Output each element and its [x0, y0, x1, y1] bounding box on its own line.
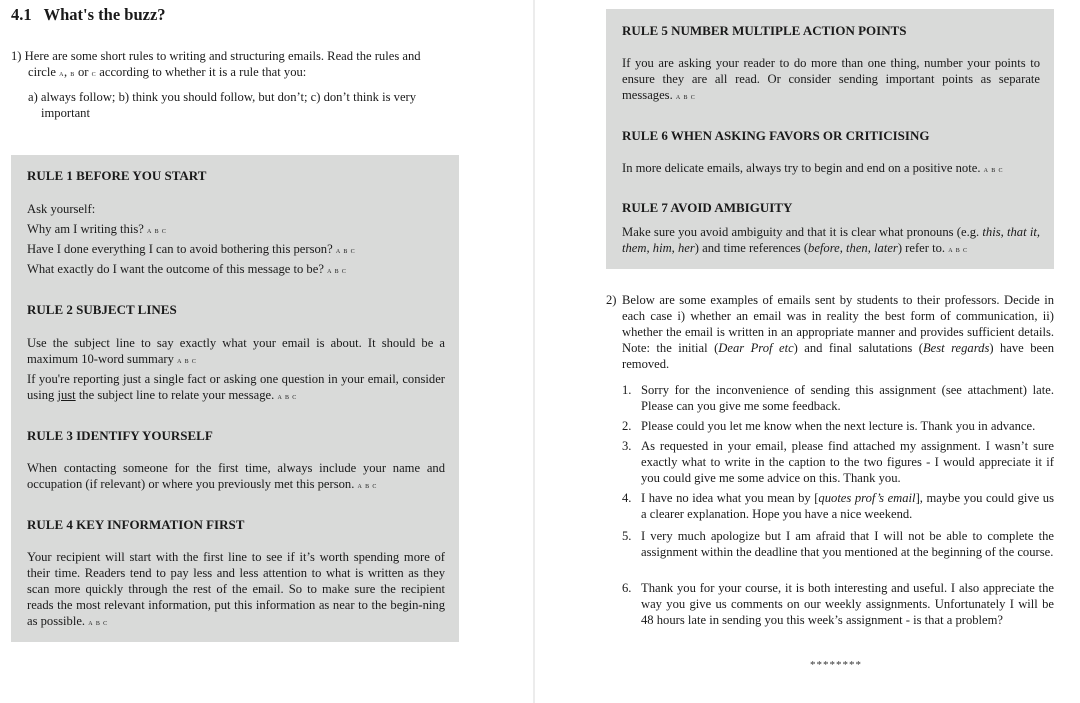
abc-options[interactable]: a b c — [277, 391, 297, 401]
email-example-2 — [622, 418, 1054, 434]
section-heading — [11, 5, 166, 25]
rule3-title: RULE 3 IDENTIFY YOURSELF — [27, 428, 213, 443]
exercise2-text — [622, 292, 1054, 372]
item-number: 4. — [622, 491, 632, 505]
rule4-p1 — [27, 549, 445, 630]
email-example-5 — [622, 528, 1054, 560]
rule4-title: RULE 4 KEY INFORMATION FIRST — [27, 517, 245, 532]
abc-options[interactable]: a b c — [177, 355, 197, 365]
exercise2-italic-2: Best regards — [922, 341, 990, 355]
item-text: Thank you for your course, it is both interesting and useful. I also appreciate the way you give us comments on our weekly assignments. Unfortunately I will be 48 hours late in sending you this week’s assignment - is that a problem? — [641, 581, 1054, 627]
page-divider — [533, 0, 535, 703]
abc-options[interactable]: a b c — [88, 617, 108, 627]
exercise2-text-c: ) have been removed. — [622, 341, 1054, 371]
rule7-text-a: Make sure you avoid ambiguity and that it is clear what pronouns (e.g. — [622, 225, 980, 239]
option-a: a — [59, 68, 64, 78]
section-title: What's the buzz? — [43, 5, 166, 24]
exercise1-intro-line2: circle a, b or c according to whether it is a rule that you: — [28, 65, 307, 79]
exercise2-label: 2) — [606, 293, 617, 307]
item-number: 5. — [622, 529, 632, 543]
exercise1-choices-line2 — [41, 105, 90, 121]
option-b: b — [70, 68, 75, 78]
choices-line2: important — [41, 106, 90, 120]
section-number: 4.1 — [11, 5, 32, 24]
rule2-underlined: just — [57, 388, 76, 402]
rule1-title: RULE 1 BEFORE YOU START — [27, 168, 207, 183]
rules-box-right — [606, 9, 1054, 269]
rule1-q1-text: Why am I writing this? — [27, 222, 144, 236]
abc-options[interactable]: a b c — [357, 480, 377, 490]
rule6-p1-text: In more delicate emails, always try to begin and end on a positive note. — [622, 161, 981, 175]
email-example-1 — [622, 382, 1054, 414]
rule6-title: RULE 6 WHEN ASKING FAVORS OR CRITICISING — [622, 128, 930, 143]
rules-box-left — [11, 155, 459, 642]
rule2-p2-text: If you're reporting just a single fact or asking one question in your email, consider using — [27, 372, 445, 402]
item-number: 3. — [622, 439, 632, 453]
item-italic: quotes prof’s email — [818, 491, 916, 505]
rule1-q2 — [27, 241, 355, 258]
abc-options[interactable]: a b c — [948, 244, 968, 254]
end-marker: ******** — [810, 659, 862, 671]
rule5-p1 — [622, 55, 1040, 104]
exercise2-intro — [606, 292, 1054, 372]
abc-options[interactable]: a b c — [146, 225, 167, 235]
rule5-title: RULE 5 NUMBER MULTIPLE ACTION POINTS — [622, 23, 907, 38]
email-example-3 — [622, 438, 1054, 486]
rule2-title: RULE 2 SUBJECT LINES — [27, 302, 177, 317]
rule2-p1-text: Use the subject line to say exactly what your email is about. It should be a maximum 10-word summary — [27, 336, 445, 366]
exercise1-intro — [11, 48, 461, 64]
exercise1-intro-line1: Here are some short rules to writing and structuring emails. Read the rules and — [24, 49, 421, 63]
rule7-title: RULE 7 AVOID AMBIGUITY — [622, 200, 793, 215]
item-text — [641, 490, 1054, 522]
item-text-a: I have no idea what you mean by [ — [641, 491, 819, 505]
rule3-p1 — [27, 460, 445, 493]
item-text: Please could you let me know when the next lecture is. Thank you in advance. — [641, 419, 1036, 433]
or-text: or — [77, 65, 89, 79]
item-text: Sorry for the inconvenience of sending this assignment (see attachment) late. Please can you give me some feedback. — [641, 383, 1054, 413]
item-text: As requested in your email, please find attached my assignment. I wasn’t sure exactly what to write in the caption to the two figures - I would appreciate it if you could give me some advice on this. Thank you. — [641, 439, 1054, 485]
rule2-p2 — [27, 371, 445, 404]
rule1-q1 — [27, 221, 166, 238]
exercise2-text-a: Below are some examples of emails sent by students to their professors. Decide in each case i) whether an email was in reality the best form of communication, ii) whether the email is written in an appropriate manner and provides sufficient details. Note: the initial ( — [622, 293, 1054, 355]
email-example-4 — [622, 490, 1054, 522]
exercise1-label: 1) — [11, 49, 22, 63]
rule5-p1-text: If you are asking your reader to do more than one thing, number your points to ensure they are all read. Or consider sending important points as separate messages. — [622, 56, 1040, 102]
rule6-p1 — [622, 160, 1040, 177]
abc-options[interactable]: a b c — [983, 164, 1003, 174]
abc-options[interactable]: a b c — [327, 265, 347, 275]
rule7-text-c: ) refer to. — [897, 241, 946, 255]
rule1-q2-text: Have I done everything I can to avoid bothering this person? — [27, 242, 333, 256]
rule1-q3 — [27, 261, 346, 278]
item-text-b: ], maybe you could give us a clearer explanation. Hope you have a nice weekend. — [641, 491, 1055, 521]
exercise1-choices — [28, 89, 461, 105]
rule1-q3-text: What exactly do I want the outcome of this message to be? — [27, 262, 324, 276]
email-example-6 — [622, 580, 1054, 628]
exercise2-text-b: ) and final salutations ( — [793, 341, 923, 355]
rule1-ask: Ask yourself: — [27, 202, 96, 216]
rule3-p1-text: When contacting someone for the first time, always include your name and occupation (if relevant) or where you previously met this person. — [27, 461, 445, 491]
abc-options[interactable]: a b c — [675, 91, 696, 101]
rule7-italic-time: before, then, later — [808, 241, 898, 255]
item-text: I very much apologize but I am afraid that I will not be able to complete the assignment within the deadline that you mentioned at the beginning of the course. — [641, 529, 1054, 559]
intro-text-post: according to whether it is a rule that you: — [99, 65, 307, 79]
rule7-italic-pronouns: this, that it, them, him, her — [622, 225, 1040, 255]
item-number: 1. — [622, 383, 632, 397]
exercise2-italic-1: Dear Prof etc — [718, 341, 794, 355]
rule4-p1-text: Your recipient will start with the first line to see if it’s worth spending more of their time. Readers tend to pay less and less attention to what is written as they scan more quickly through the rest of the email. So to make sure the recipient reads the most relevant information, put this information as near to the begin-ning as possible. — [27, 550, 445, 628]
choices-line1: a) always follow; b) think you should follow, but don’t; c) don’t think is very — [28, 90, 417, 104]
abc-options[interactable]: a b c — [335, 245, 356, 255]
rule7-p1 — [622, 224, 1040, 257]
rule2-p2-post: the subject line to relate your message. — [78, 388, 275, 402]
item-number: 6. — [622, 581, 632, 595]
rule7-text-b: ) and time references ( — [694, 241, 809, 255]
option-c: c — [91, 68, 97, 78]
rule2-p1 — [27, 335, 445, 368]
intro-text: circle — [28, 65, 56, 79]
item-number: 2. — [622, 419, 632, 433]
